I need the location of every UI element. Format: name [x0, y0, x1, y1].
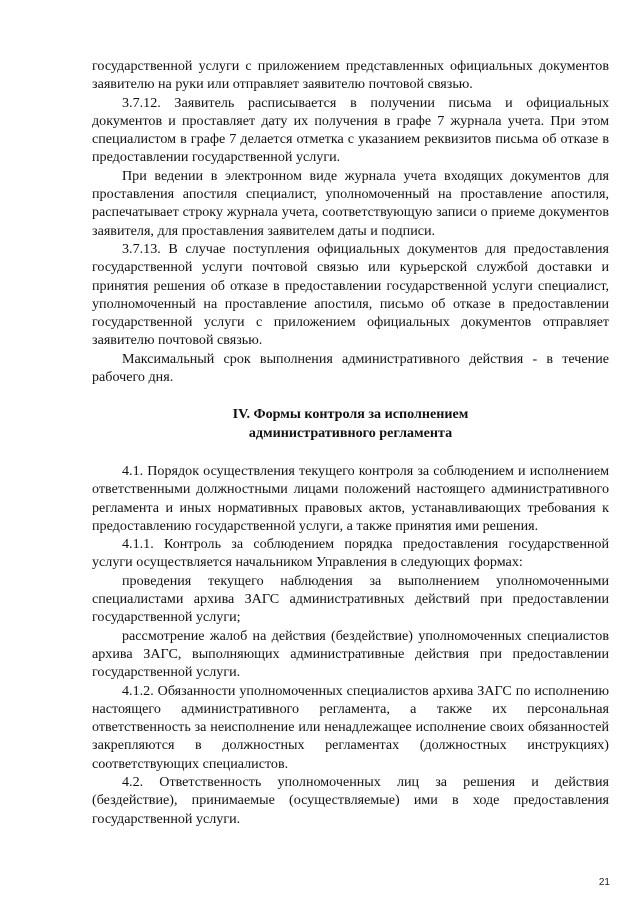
paragraph-3-7-13: 3.7.13. В случае поступления официальных документов для предоставления государственной услуги почтовой связью или курьерской службой доставки и принятия решения об отказе в предоставлении государственной услуги специалист, уполномоченный на проставление апостиля, письмо об отказе в предоставлении государственной услуги с приложением официальных документов отправляет заявителю почтовой связью.: [92, 240, 609, 349]
paragraph-4-1-1: 4.1.1. Контроль за соблюдением порядка предоставления государственной услуги осуществляется начальником Управления в следующих формах:: [92, 536, 609, 571]
paragraph: При ведении в электронном виде журнала учета входящих документов для проставления апостиля специалист, уполномоченный на проставление апостиля, распечатывает строку журнала учета, соответствующую записи о приеме документов заявителя, для проставления заявителем даты и подписи.: [92, 167, 609, 239]
section-heading-line: административного регламента: [248, 424, 453, 441]
paragraph: государственной услуги с приложением представленных официальных документов заявителю на руки или отправляет заявителю почтовой связью.: [92, 58, 609, 93]
paragraph-3-7-12: 3.7.12. Заявитель расписывается в получении письма и официальных документов и проставляет дату их получения в графе 7 журнала учета. При этом специалистом в графе 7 делается отметка с указанием реквизитов письма об отказе в предоставлении государственной услуги.: [92, 94, 609, 166]
paragraph-4-1: 4.1. Порядок осуществления текущего контроля за соблюдением и исполнением ответственными должностными лицами положений настоящего административного регламента и иных нормативных правовых актов, устанавливающих требования к предоставлению государственной услуги, а также принятия ими решения.: [92, 462, 609, 534]
paragraph: Максимальный срок выполнения административного действия - в течение рабочего дня.: [92, 350, 609, 386]
paragraph-4-1-2: 4.1.2. Обязанности уполномоченных специалистов архива ЗАГС по исполнению настоящего административного регламента, а также их персональная ответственность за неисполнение или ненадлежащее исполнение своих обязанностей закрепляются в должностных регламентах (должностных инструкциях) соответствующих специалистов.: [92, 682, 609, 772]
paragraph: рассмотрение жалоб на действия (бездействие) уполномоченных специалистов архива ЗАГС, выполняющих административные действия при предоставлении государственной услуги.: [92, 627, 609, 681]
section-heading: [92, 386, 609, 462]
document-body: [92, 57, 609, 828]
paragraph: проведения текущего наблюдения за выполнением уполномоченными специалистами архива ЗАГС административных действий при предоставлении государственной услуги;: [92, 572, 609, 626]
paragraph-4-2: 4.2. Ответственность уполномоченных лиц за решения и действия (бездействие), принимаемые (осуществляемые) ими в ходе предоставления государственной услуги.: [92, 773, 609, 827]
section-heading-line: IV. Формы контроля за исполнением: [232, 406, 469, 423]
page-number: 21: [598, 877, 610, 888]
